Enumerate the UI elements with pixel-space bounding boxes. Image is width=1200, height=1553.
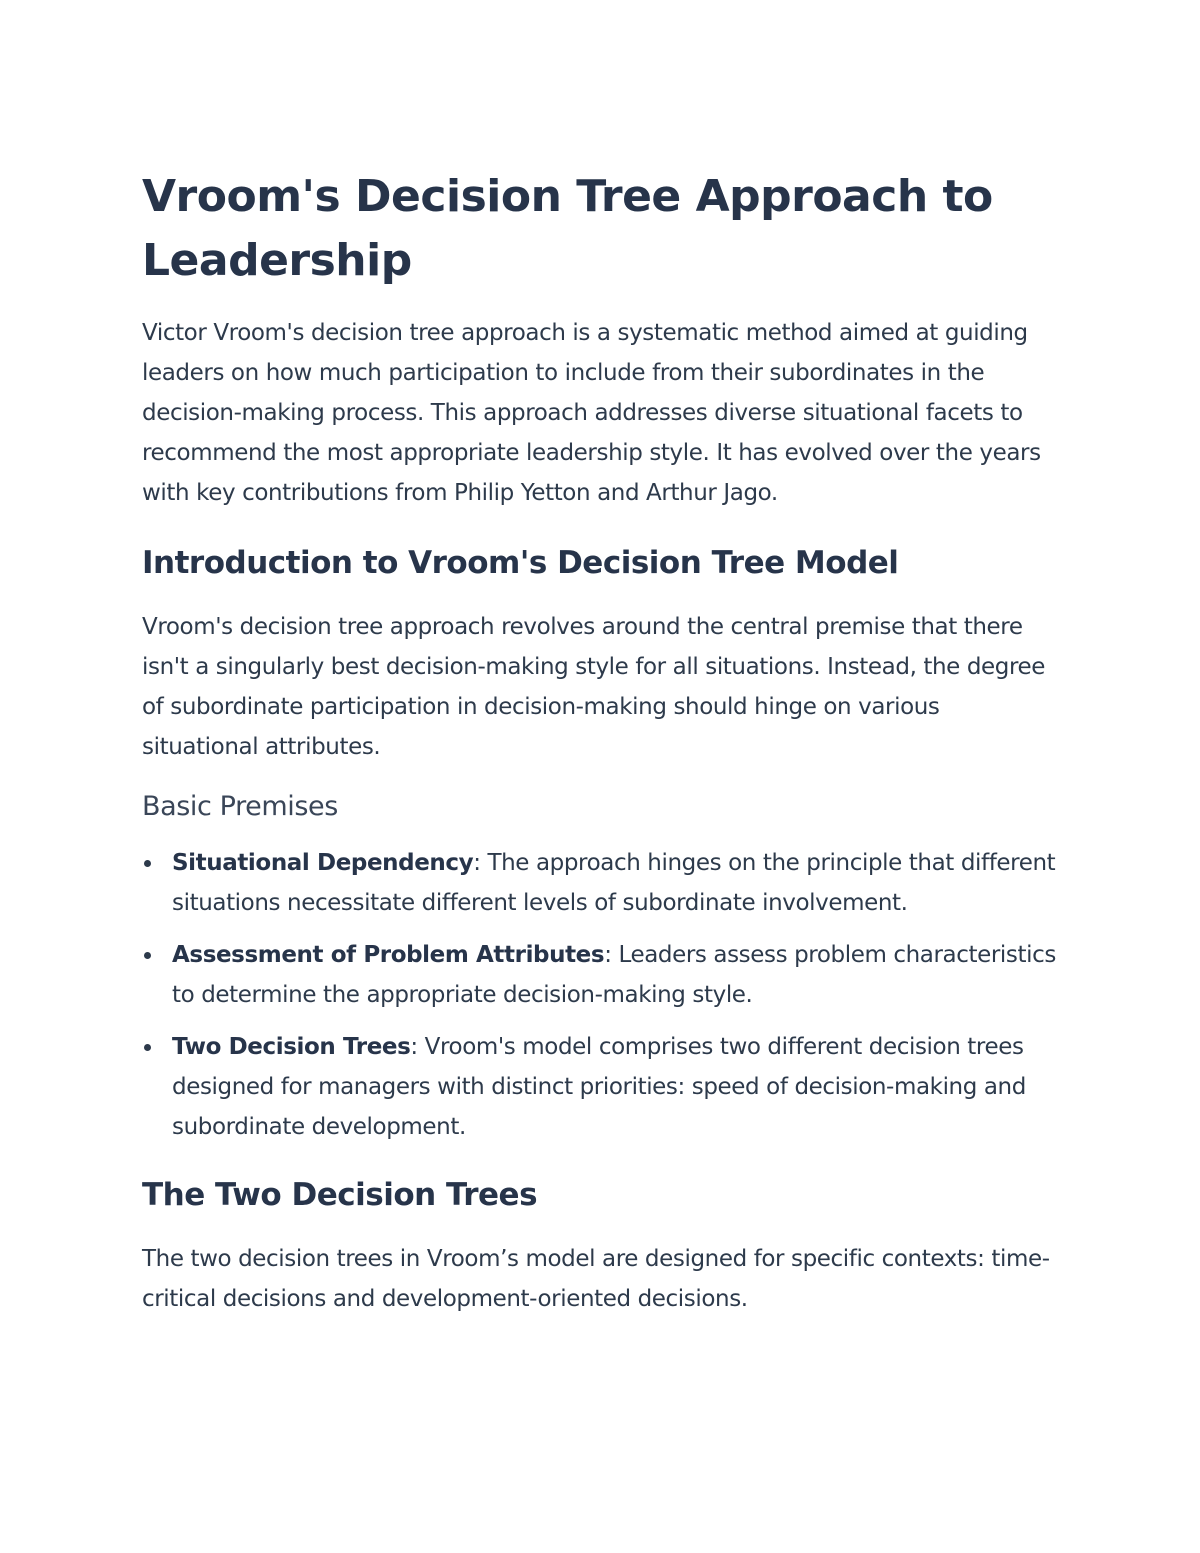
premises-list [142, 843, 1062, 1147]
section-paragraph-introduction: Vroom's decision tree approach revolves around the central premise that there isn't a singularly best decision-making style for all situations. Instead, the degree of subordinate participation in decision-making should hinge on various situational attributes. [142, 614, 1046, 760]
intro-paragraph: Victor Vroom's decision tree approach is a systematic method aimed at guiding leaders on how much participation to include from their subordinates in the decision-making process. This approach addresses diverse situational facets to recommend the most appropriate leadership style. It has evolved over the years with key contributions from Philip Yetton and Arthur Jago. [142, 320, 1041, 506]
section-paragraph-two-trees: The two decision trees in Vroom’s model are designed for specific contexts: time-critical decisions and development-oriented decisions. [142, 1246, 1050, 1312]
list-item-term: Situational Dependency [172, 850, 474, 876]
list-item [142, 935, 1062, 1015]
bullet-icon [144, 952, 151, 959]
list-item-term: Assessment of Problem Attributes [172, 942, 605, 968]
document-page [142, 165, 1062, 1319]
list-item-text: : Vroom's model comprises two different decision trees designed for managers with distinct priorities: speed of decision-making and subordinate development. [172, 1034, 1026, 1140]
bullet-icon [144, 1044, 151, 1051]
section-heading-two-trees: The Two Decision Trees [142, 1177, 538, 1213]
bullet-icon [144, 860, 151, 867]
list-item-text: : Leaders assess problem characteristics to determine the appropriate decision-making style. [172, 942, 1056, 1008]
list-item [142, 843, 1062, 923]
subheading-basic-premises: Basic Premises [142, 791, 338, 822]
list-item-text: : The approach hinges on the principle that different situations necessitate different levels of subordinate involvement. [172, 850, 1056, 916]
section-heading-introduction: Introduction to Vroom's Decision Tree Model [142, 545, 899, 581]
list-item-term: Two Decision Trees [172, 1034, 411, 1060]
list-item [142, 1027, 1062, 1147]
page-title: Vroom's Decision Tree Approach to Leadership [142, 171, 993, 286]
